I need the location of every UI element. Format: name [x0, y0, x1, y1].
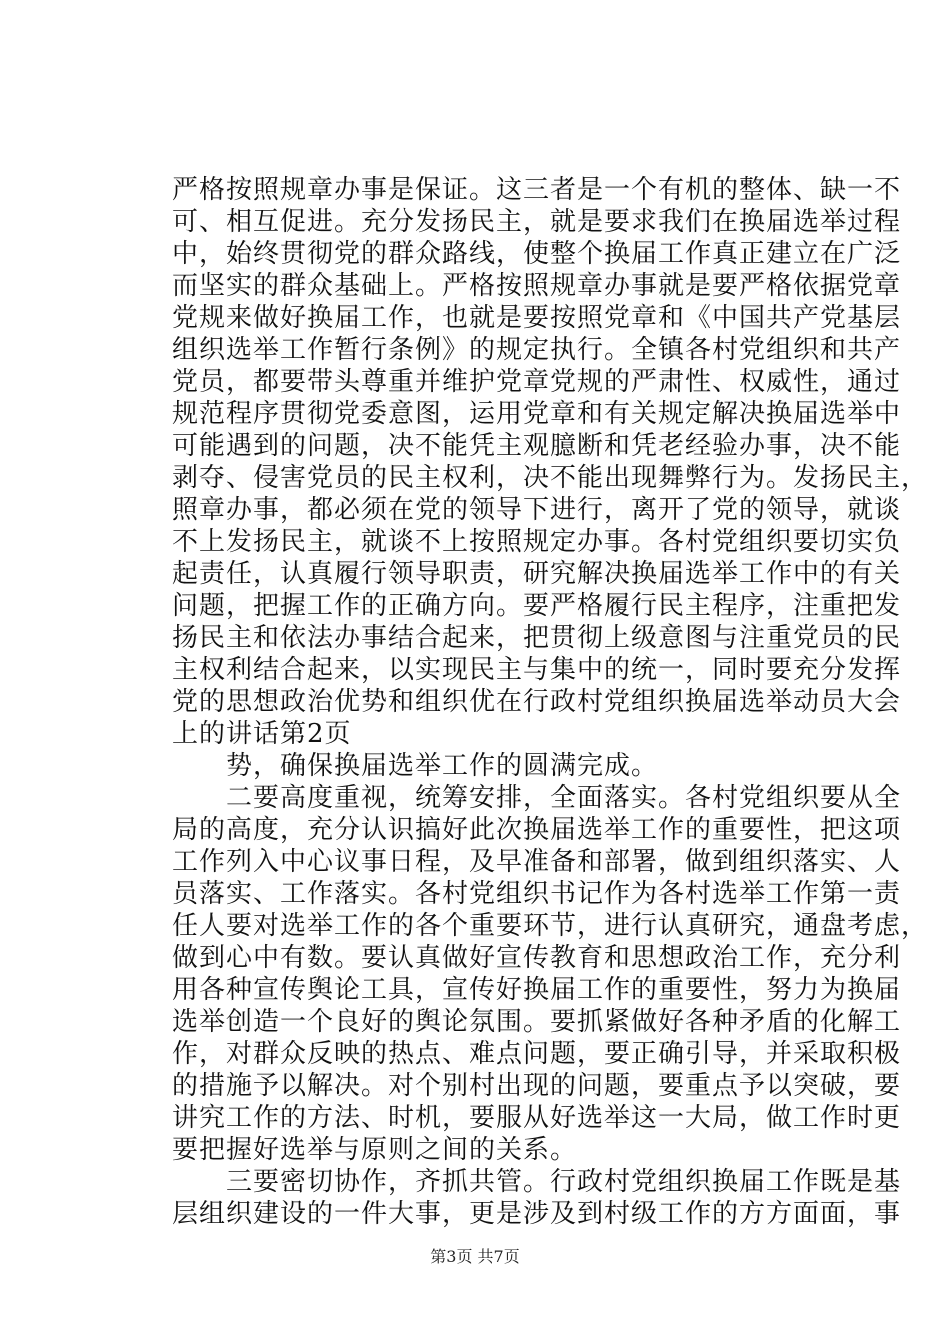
text-line: 的措施予以解决。对个别村出现的问题，要重点予以突破，要 [172, 1071, 902, 1101]
text-line: 上的讲话第2页 [172, 719, 352, 749]
text-line: 剥夺、侵害党员的民主权利，决不能出现舞弊行为。发扬民主， [172, 463, 929, 493]
text-line: 照章办事，都必须在党的领导下进行，离开了党的领导，就谈 [172, 495, 902, 525]
text-line: 可能遇到的问题，决不能凭主观臆断和凭老经验办事，决不能 [172, 431, 902, 461]
text-line: 工作列入中心议事日程，及早准备和部署，做到组织落实、人 [172, 847, 902, 877]
text-line: 可、相互促进。充分发扬民主，就是要求我们在换届选举过程 [172, 207, 902, 237]
text-line: 用各种宣传舆论工具，宣传好换届工作的重要性，努力为换届 [172, 975, 902, 1005]
text-line: 讲究工作的方法、时机，要服从好选举这一大局，做工作时更 [172, 1103, 902, 1133]
text-line: 层组织建设的一件大事，更是涉及到村级工作的方方面面，事 [172, 1199, 902, 1229]
text-line: 而坚实的群众基础上。严格按照规章办事就是要严格依据党章 [172, 271, 902, 301]
text-line: 员落实、工作落实。各村党组织书记作为各村选举工作第一责 [172, 879, 902, 909]
text-line: 任人要对选举工作的各个重要环节，进行认真研究，通盘考虑， [172, 911, 929, 941]
text-line: 中，始终贯彻党的群众路线，使整个换届工作真正建立在广泛 [172, 239, 902, 269]
body-text [172, 174, 929, 1230]
text-line: 规范程序贯彻党委意图，运用党章和有关规定解决换届选举中 [172, 399, 902, 429]
text-line: 起责任，认真履行领导职责，研究解决换届选举工作中的有关 [172, 559, 902, 589]
text-line: 局的高度，充分认识搞好此次换届选举工作的重要性，把这项 [172, 815, 902, 845]
text-line: 选举创造一个良好的舆论氛围。要抓紧做好各种矛盾的化解工 [172, 1007, 902, 1037]
page-footer: 第3页 共7页 [430, 1247, 520, 1266]
text-line: 三要密切协作，齐抓共管。行政村党组织换届工作既是基 [172, 1167, 902, 1197]
text-line: 二要高度重视，统筹安排，全面落实。各村党组织要从全 [172, 783, 902, 813]
text-line: 党的思想政治优势和组织优在行政村党组织换届选举动员大会 [172, 687, 902, 717]
text-line: 势，确保换届选举工作的圆满完成。 [172, 751, 659, 781]
text-line: 不上发扬民主，就谈不上按照规定办事。各村党组织要切实负 [172, 527, 902, 557]
text-line: 组织选举工作暂行条例》的规定执行。全镇各村党组织和共产 [172, 335, 902, 365]
text-line: 扬民主和依法办事结合起来，把贯彻上级意图与注重党员的民 [172, 623, 902, 653]
text-line: 作，对群众反映的热点、难点问题，要正确引导，并采取积极 [172, 1039, 902, 1069]
text-line: 党规来做好换届工作，也就是要按照党章和《中国共产党基层 [172, 303, 902, 333]
text-line: 党员，都要带头尊重并维护党章党规的严肃性、权威性，通过 [172, 367, 902, 397]
text-line: 做到心中有数。要认真做好宣传教育和思想政治工作，充分利 [172, 943, 902, 973]
text-line: 主权利结合起来，以实现民主与集中的统一，同时要充分发挥 [172, 655, 902, 685]
text-line: 严格按照规章办事是保证。这三者是一个有机的整体、缺一不 [172, 175, 902, 205]
text-line: 要把握好选举与原则之间的关系。 [172, 1135, 578, 1165]
text-line: 问题，把握工作的正确方向。要严格履行民主程序，注重把发 [172, 591, 902, 621]
